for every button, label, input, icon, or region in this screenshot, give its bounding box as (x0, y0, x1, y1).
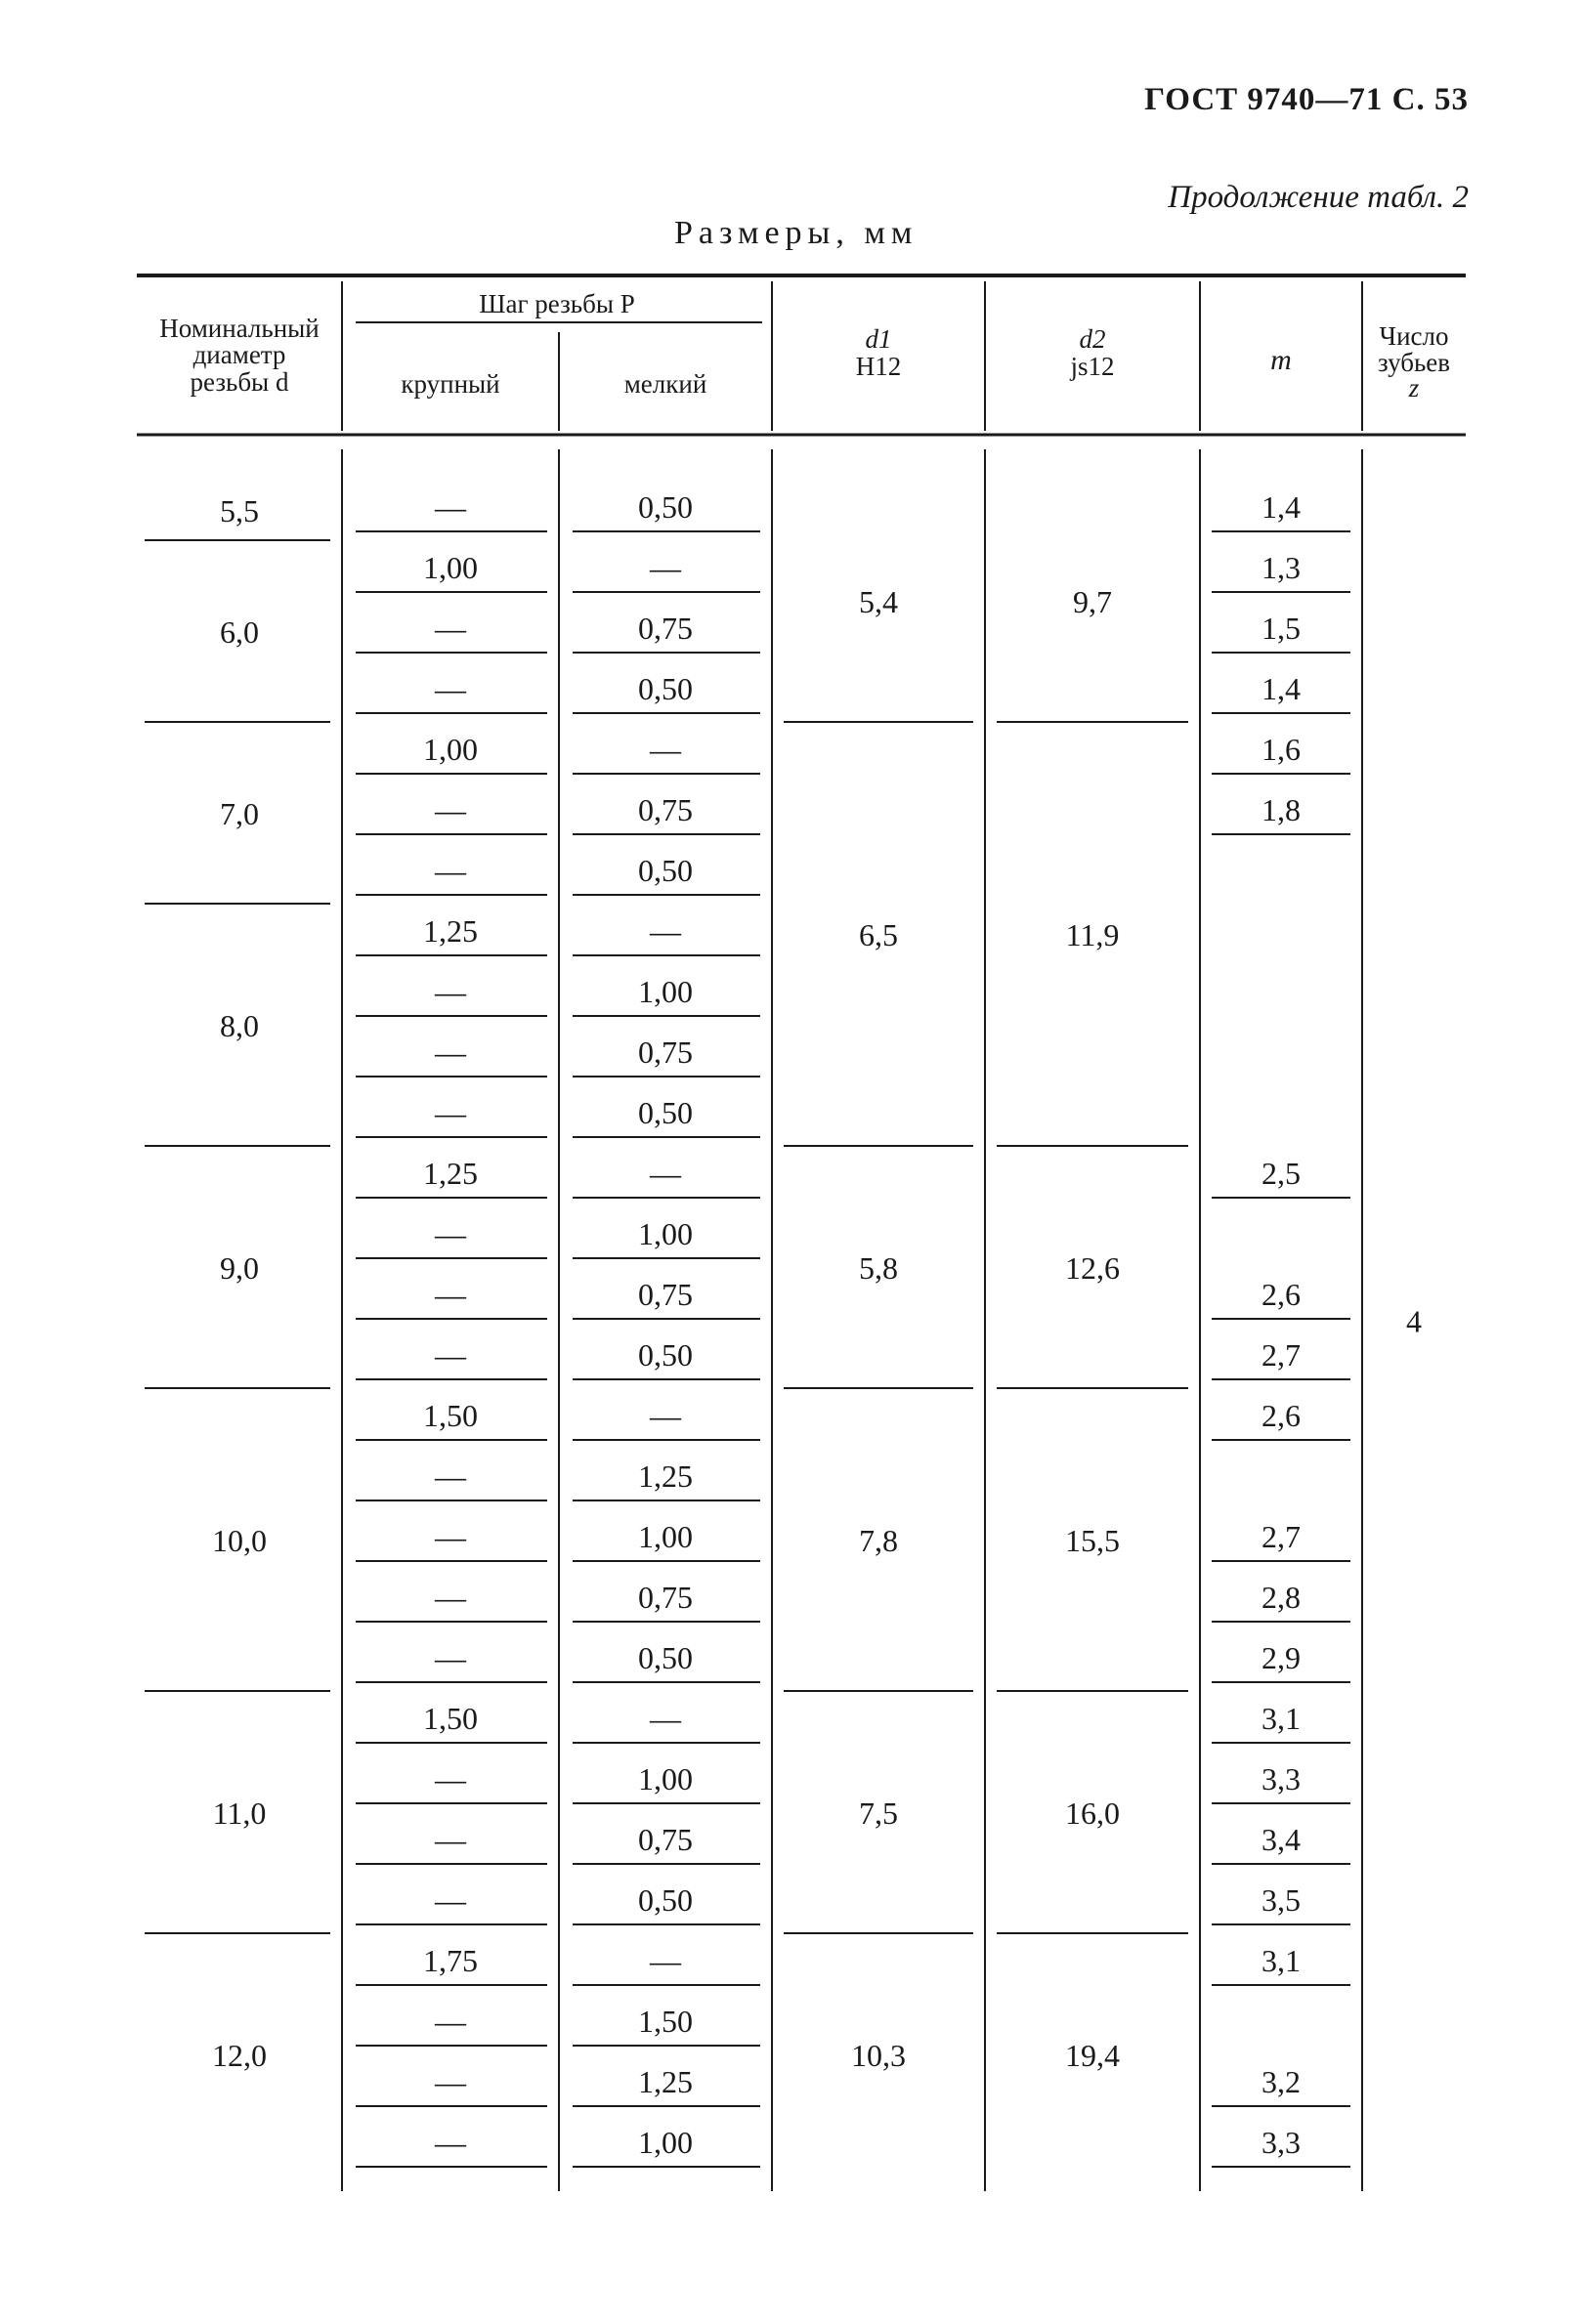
coarse-pitch-value: — (435, 1035, 466, 1070)
d1-value: 7,8 (859, 1523, 898, 1558)
fine-pitch-value: — (650, 1701, 681, 1736)
module-value: 1,4 (1261, 489, 1301, 525)
fine-pitch-value: — (650, 550, 681, 585)
module-value: 2,5 (1261, 1156, 1301, 1191)
coarse-pitch-value: — (435, 2004, 466, 2039)
nominal-diameter-value: 12,0 (212, 2038, 267, 2073)
d1-value: 6,5 (859, 917, 898, 952)
coarse-pitch-value: — (435, 792, 466, 827)
module-value: 3,1 (1261, 1943, 1301, 1978)
module-value: 2,6 (1261, 1277, 1301, 1312)
coarse-pitch-value: 1,50 (423, 1398, 478, 1433)
module-value: 1,6 (1261, 732, 1301, 767)
fine-pitch-value: 0,50 (638, 1095, 693, 1130)
coarse-pitch-value: — (435, 671, 466, 706)
header-d2-tolerance: js12 (1070, 352, 1115, 381)
module-value: 2,8 (1261, 1580, 1301, 1615)
document-reference: ГОСТ 9740—71 С. 53 (1144, 82, 1469, 117)
coarse-pitch-value: — (435, 2125, 466, 2160)
header-d1-tolerance: H12 (855, 352, 902, 381)
header-nominal-diameter: Номинальный (159, 314, 320, 343)
fine-pitch-value: 1,00 (638, 1519, 693, 1554)
header-pitch-coarse: крупный (401, 369, 500, 399)
fine-pitch-value: 1,00 (638, 2125, 693, 2160)
module-value: 1,4 (1261, 671, 1301, 706)
coarse-pitch-value: — (435, 1337, 466, 1373)
module-value: 1,8 (1261, 792, 1301, 827)
module-value: 2,7 (1261, 1337, 1301, 1373)
module-value: 2,6 (1261, 1398, 1301, 1433)
d1-value: 7,5 (859, 1796, 898, 1831)
module-value: 3,2 (1261, 2064, 1301, 2099)
fine-pitch-value: 1,00 (638, 1216, 693, 1251)
units-caption: Размеры, мм (674, 215, 919, 251)
fine-pitch-value: 0,75 (638, 1580, 693, 1615)
fine-pitch-value: 0,50 (638, 1640, 693, 1675)
fine-pitch-value: 0,75 (638, 792, 693, 827)
header-teeth-symbol: z (1408, 373, 1420, 402)
module-value: 3,1 (1261, 1701, 1301, 1736)
module-value: 3,3 (1261, 2125, 1301, 2160)
nominal-diameter-value: 7,0 (220, 796, 259, 831)
coarse-pitch-value: 1,25 (423, 1156, 478, 1191)
coarse-pitch-value: — (435, 1458, 466, 1494)
fine-pitch-value: 1,00 (638, 974, 693, 1009)
coarse-pitch-value: — (435, 853, 466, 888)
d2-value: 9,7 (1073, 584, 1112, 619)
fine-pitch-value: — (650, 732, 681, 767)
fine-pitch-value: — (650, 913, 681, 949)
fine-pitch-value: 1,00 (638, 1761, 693, 1796)
module-value: 2,7 (1261, 1519, 1301, 1554)
coarse-pitch-value: 1,25 (423, 913, 478, 949)
coarse-pitch-value: 1,00 (423, 732, 478, 767)
coarse-pitch-value: — (435, 1640, 466, 1675)
d1-value: 5,8 (859, 1250, 898, 1286)
fine-pitch-value: 0,50 (638, 489, 693, 525)
nominal-diameter-value: 9,0 (220, 1250, 259, 1286)
nominal-diameter-value: 6,0 (220, 614, 259, 650)
fine-pitch-value: 0,75 (638, 611, 693, 646)
header-teeth-count: зубьев (1377, 348, 1451, 377)
nominal-diameter-value: 8,0 (220, 1008, 259, 1043)
header-teeth-count: Число (1379, 321, 1449, 351)
coarse-pitch-value: — (435, 1277, 466, 1312)
fine-pitch-value: 1,25 (638, 1458, 693, 1494)
header-d2: d2 (1079, 324, 1106, 354)
d2-value: 19,4 (1065, 2038, 1120, 2073)
module-value: 3,5 (1261, 1882, 1301, 1918)
nominal-diameter-value: 10,0 (212, 1523, 267, 1558)
nominal-diameter-value: 5,5 (220, 493, 259, 528)
d2-value: 12,6 (1065, 1250, 1120, 1286)
coarse-pitch-value: 1,00 (423, 550, 478, 585)
coarse-pitch-value: — (435, 1095, 466, 1130)
coarse-pitch-value: — (435, 1216, 466, 1251)
fine-pitch-value: 0,75 (638, 1035, 693, 1070)
fine-pitch-value: 0,75 (638, 1277, 693, 1312)
fine-pitch-value: 0,50 (638, 1337, 693, 1373)
coarse-pitch-value: — (435, 489, 466, 525)
module-value: 3,3 (1261, 1761, 1301, 1796)
d1-value: 10,3 (851, 2038, 906, 2073)
header-nominal-diameter: резьбы d (190, 367, 289, 397)
header-pitch-fine: мелкий (623, 369, 707, 399)
coarse-pitch-value: — (435, 611, 466, 646)
header-thread-pitch: Шаг резьбы P (479, 289, 635, 318)
header-d1: d1 (865, 324, 892, 354)
coarse-pitch-value: 1,75 (423, 1943, 478, 1978)
header-nominal-diameter: диаметр (192, 340, 286, 369)
nominal-diameter-value: 11,0 (212, 1796, 267, 1831)
fine-pitch-value: 1,50 (638, 2004, 693, 2039)
coarse-pitch-value: 1,50 (423, 1701, 478, 1736)
fine-pitch-value: 1,25 (638, 2064, 693, 2099)
coarse-pitch-value: — (435, 1882, 466, 1918)
coarse-pitch-value: — (435, 974, 466, 1009)
module-value: 2,9 (1261, 1640, 1301, 1675)
coarse-pitch-value: — (435, 1761, 466, 1796)
module-value: 1,3 (1261, 550, 1301, 585)
d2-value: 16,0 (1065, 1796, 1120, 1831)
module-value: 1,5 (1261, 611, 1301, 646)
teeth-count-value: 4 (1406, 1303, 1422, 1339)
coarse-pitch-value: — (435, 1519, 466, 1554)
d2-value: 15,5 (1065, 1523, 1120, 1558)
fine-pitch-value: 0,75 (638, 1822, 693, 1857)
fine-pitch-value: — (650, 1943, 681, 1978)
d1-value: 5,4 (859, 584, 898, 619)
fine-pitch-value: — (650, 1398, 681, 1433)
fine-pitch-value: 0,50 (638, 853, 693, 888)
fine-pitch-value: 0,50 (638, 1882, 693, 1918)
coarse-pitch-value: — (435, 2064, 466, 2099)
d2-value: 11,9 (1065, 917, 1120, 952)
table-continuation-note: Продолжение табл. 2 (1168, 180, 1469, 215)
coarse-pitch-value: — (435, 1822, 466, 1857)
header-m: m (1270, 344, 1292, 376)
coarse-pitch-value: — (435, 1580, 466, 1615)
fine-pitch-value: 0,50 (638, 671, 693, 706)
module-value: 3,4 (1261, 1822, 1301, 1857)
fine-pitch-value: — (650, 1156, 681, 1191)
